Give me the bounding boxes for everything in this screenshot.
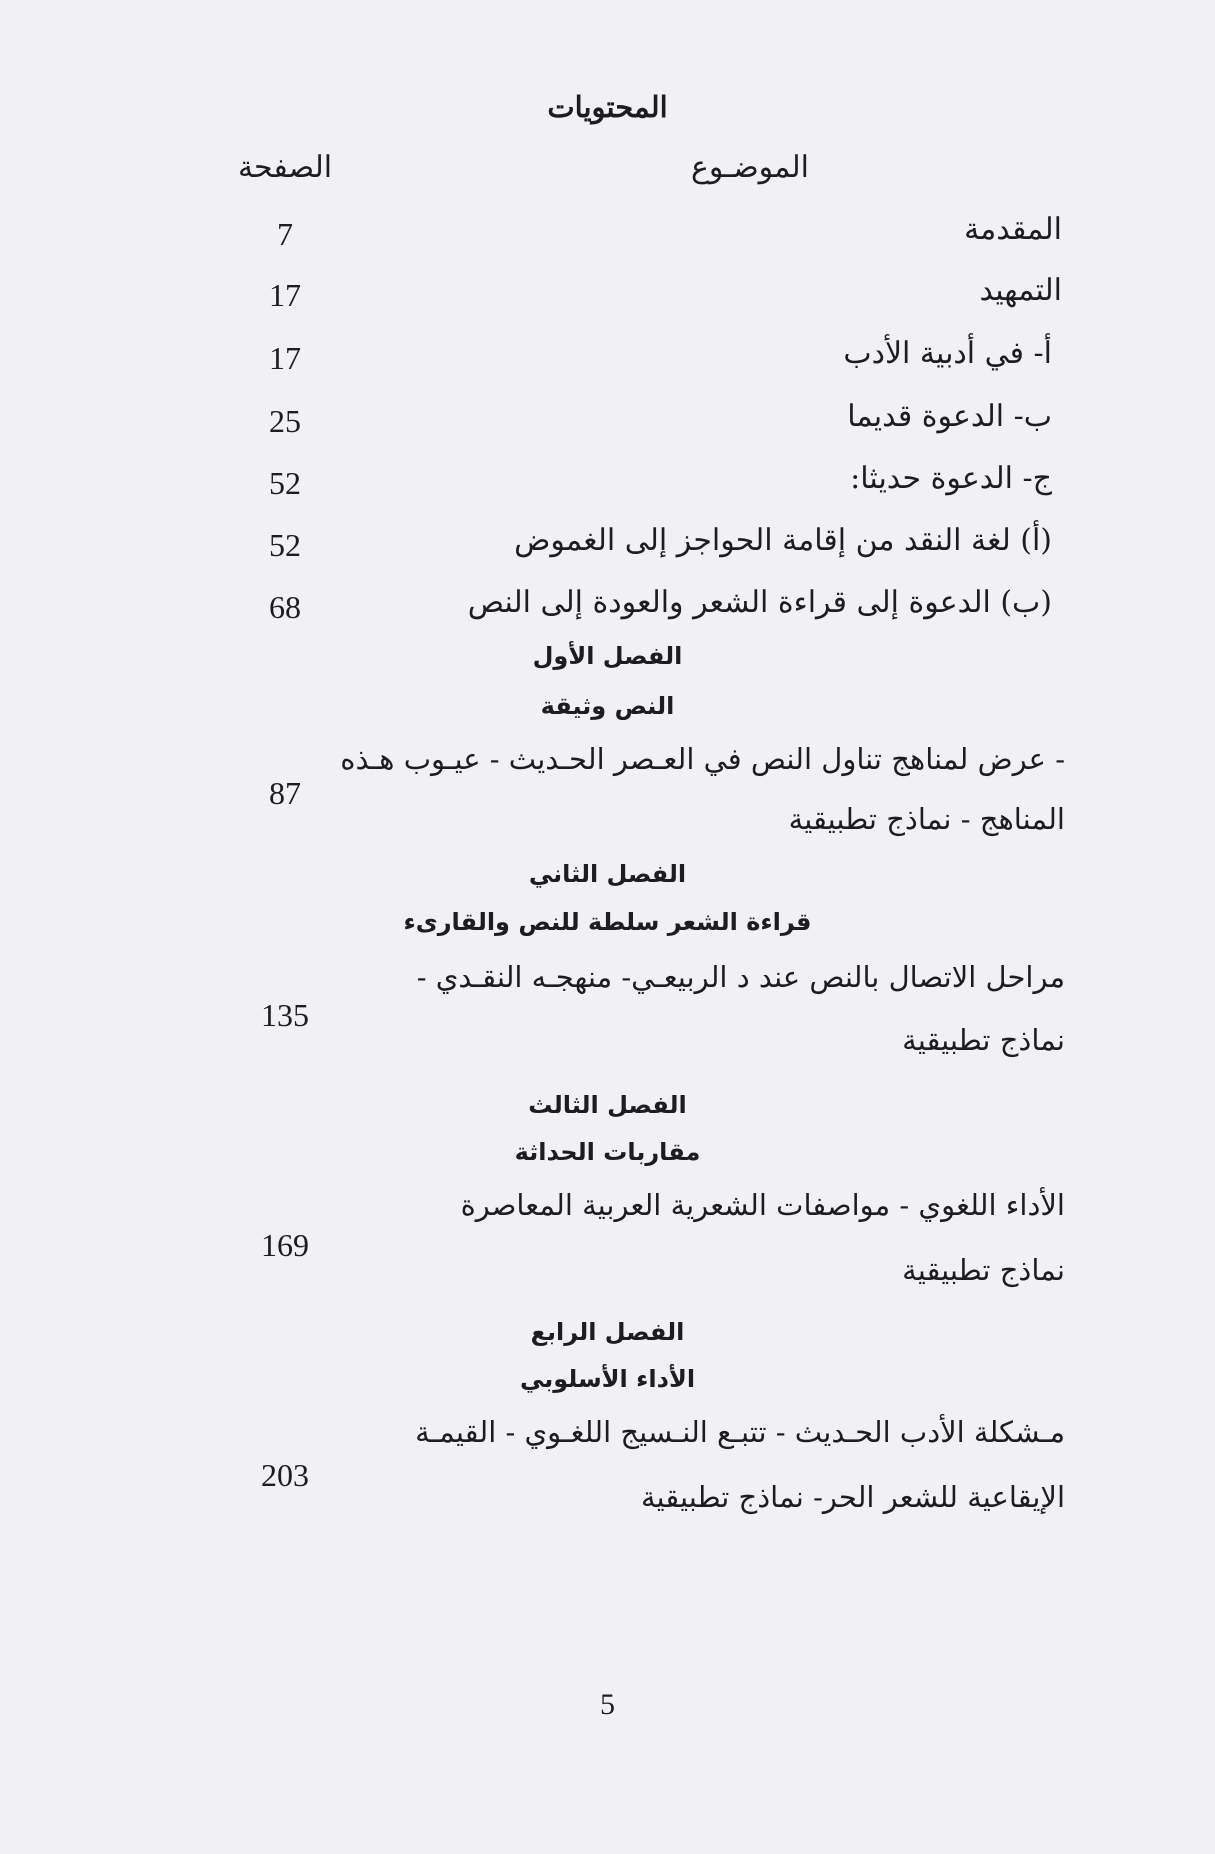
chapter-description: نماذج تطبيقية [902,1023,1065,1057]
chapter-description: المناهج - نماذج تطبيقية [788,802,1065,836]
chapter-description: مـشكلة الأدب الحـديث - تتبـع النـسيج اللغـوي - القيمـة [415,1415,1065,1449]
chapter-title: الأداء الأسلوبي [519,1365,696,1393]
chapter-title: النص وثيقة [540,692,675,720]
toc-entry-introduction: المقدمة [964,212,1062,247]
toc-page-number: 135 [261,997,309,1033]
toc-entry-preface: التمهيد [979,273,1062,308]
chapter-title: مقاربات الحداثة [514,1138,701,1166]
toc-page-number: 68 [269,589,301,625]
toc-page-number: 203 [261,1457,309,1493]
chapter-description: نماذج تطبيقية [902,1253,1065,1287]
footer-page-number: 5 [600,1688,615,1721]
chapter-label: الفصل الثاني [528,860,687,888]
toc-page-number: 7 [277,216,293,252]
toc-page-number: 25 [269,403,301,439]
toc-subentry: أ- في أدبية الأدب [843,336,1052,371]
toc-subentry: (أ) لغة النقد من إقامة الحواجز إلى الغموض [514,523,1052,558]
topic-column-header: الموضـوع [691,150,809,185]
toc-page-number: 87 [269,775,301,811]
chapter-description: - عرض لمناهج تناول النص في العـصر الحـديث - عيـوب هـذه [340,742,1065,776]
chapter-label: الفصل الثالث [528,1091,687,1119]
toc-subentry: (ب) الدعوة إلى قراءة الشعر والعودة إلى النص [467,585,1052,620]
toc-subentry: ج- الدعوة حديثا: [850,461,1052,496]
chapter-description: الأداء اللغوي - مواصفات الشعرية العربية المعاصرة [460,1188,1065,1222]
toc-page-number: 17 [269,340,301,376]
chapter-label: الفصل الأول [532,642,683,670]
toc-subentry: ب- الدعوة قديما [847,399,1052,434]
toc-page-number: 52 [269,465,301,501]
page-title: المحتويات [547,90,668,124]
toc-page-number: 169 [261,1227,309,1263]
chapter-description: مراحل الاتصال بالنص عند د الربيعـي- منهجـه النقـدي - [416,960,1065,994]
chapter-title: قراءة الشعر سلطة للنص والقارىء [403,908,812,936]
toc-page-number: 52 [269,527,301,563]
toc-page-number: 17 [269,277,301,313]
chapter-description: الإيقاعية للشعر الحر- نماذج تطبيقية [641,1480,1065,1514]
chapter-label: الفصل الرابع [530,1318,685,1346]
page-column-header: الصفحة [237,150,333,185]
